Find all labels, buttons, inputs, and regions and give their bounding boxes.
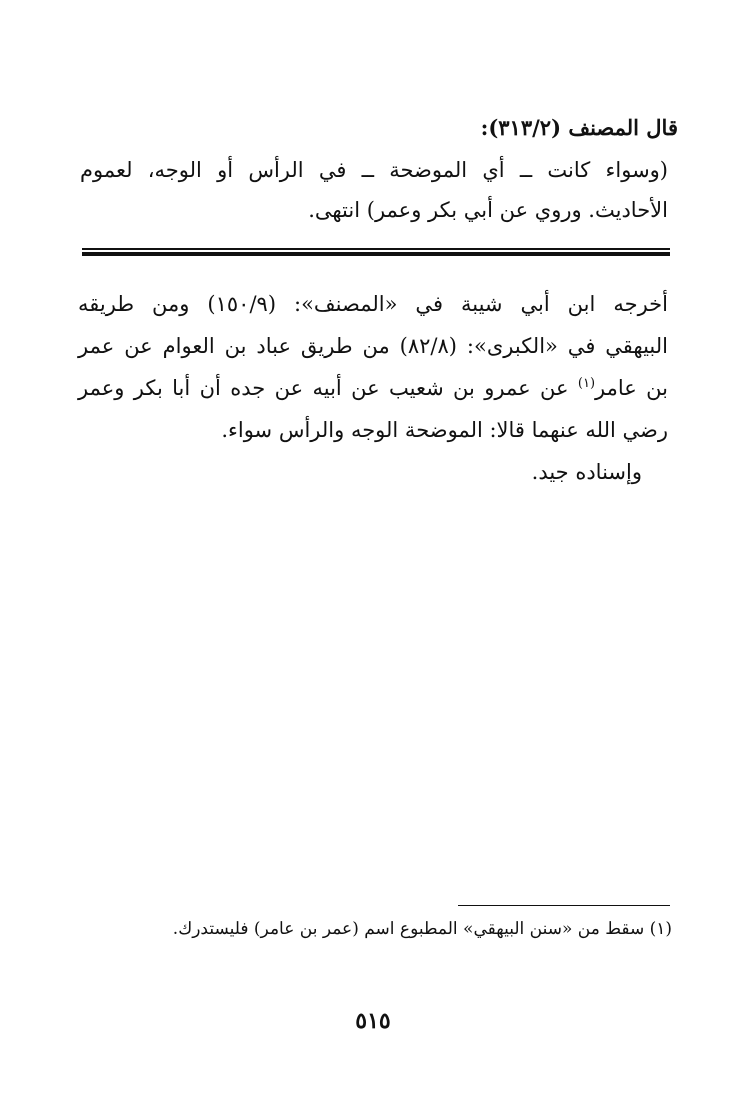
section-divider [82,248,670,258]
commentary-line: أخرجه ابن أبي شيبة في «المصنف»: (١٥٠/٩) ومن طريقه [78,292,668,316]
divider-thick-line [82,252,670,256]
footnote-separator [458,905,670,906]
quote-heading: قال المصنف (٣١٣/٢): [480,115,678,140]
commentary-line: وإسناده جيد. [531,460,642,484]
commentary-text: بن عامر [595,376,668,400]
quote-line: الأحاديث. وروي عن أبي بكر وعمر) انتهى. [308,198,668,222]
footnote: (١) سقط من «سنن البيهقي» المطبوع اسم (عمر بن عامر) فليستدرك. [172,919,672,939]
footnote-reference[interactable]: (١) [577,376,596,391]
commentary-line: البيهقي في «الكبرى»: (٨٢/٨) من طريق عباد بن العوام عن عمر [78,334,668,358]
commentary-line [78,367,668,409]
quote-line: (وسواء كانت ــ أي الموضحة ــ في الرأس أو الوجه، لعموم [80,158,668,182]
commentary-line: رضي الله عنهما قالا: الموضحة الوجه والرأس سواء. [221,418,668,442]
author-quote-block [80,108,678,230]
page-number: ٥١٥ [355,1008,391,1034]
divider-thin-line [82,248,670,250]
commentary-block [78,283,668,493]
commentary-text: عن عمرو بن شعيب عن أبيه عن جده أن أبا بكر وعمر [78,376,569,400]
